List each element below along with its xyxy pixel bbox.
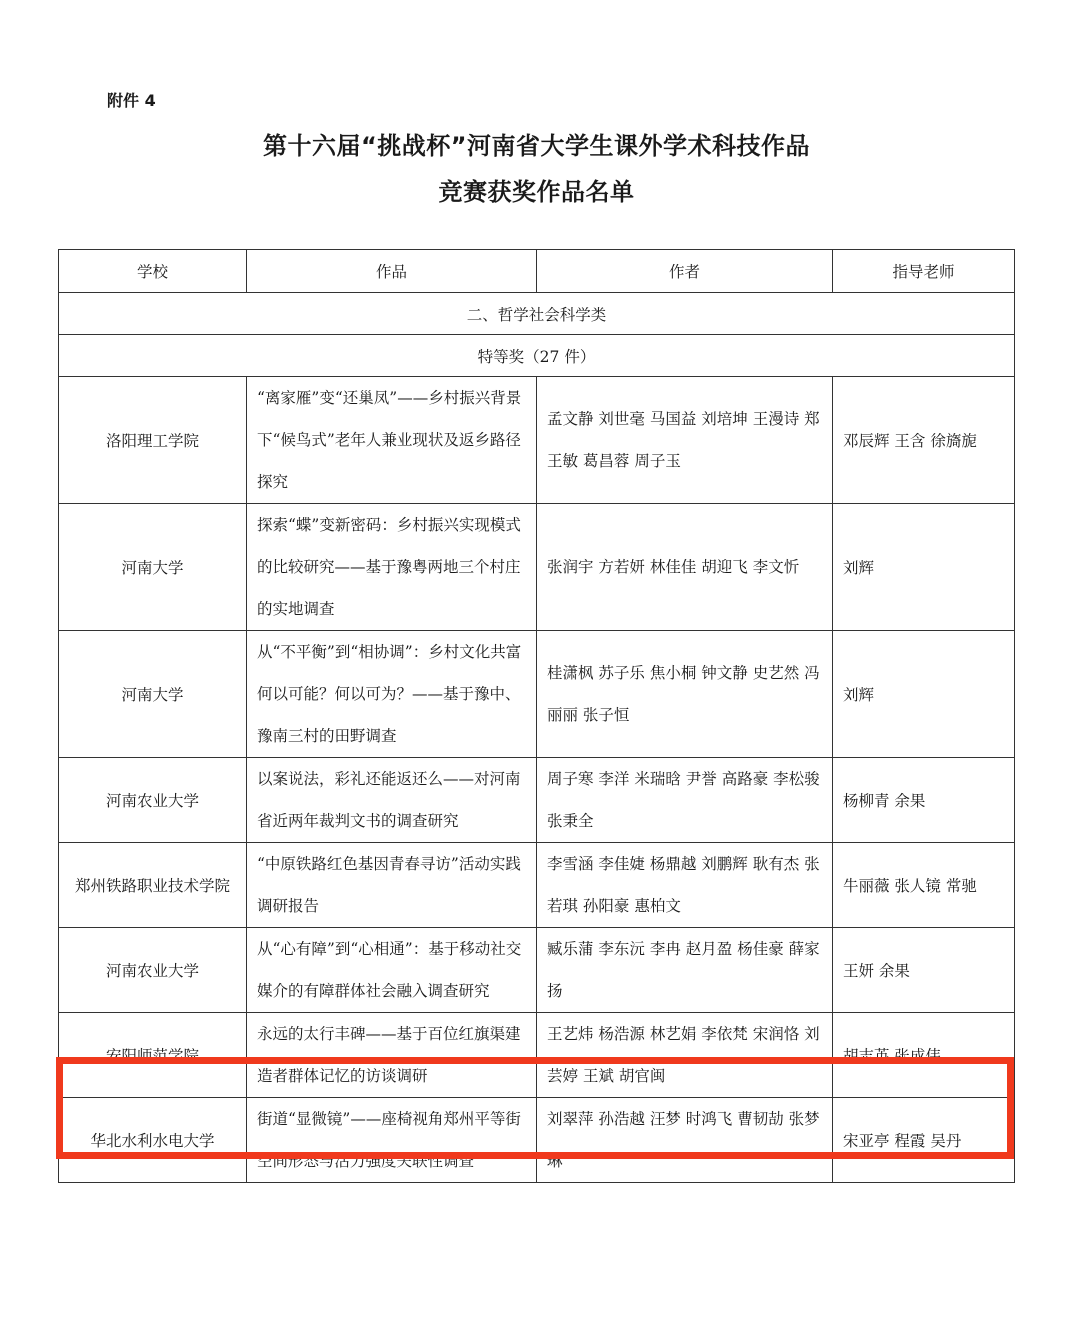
authors-cell: 王艺炜 杨浩源 林艺娟 李依梵 宋润恪 刘芸婷 王斌 胡官闽: [537, 1013, 833, 1098]
awards-table: [58, 249, 1015, 1183]
mentor-cell: 刘辉: [833, 631, 1015, 758]
table-header-row: [59, 250, 1015, 293]
school-cell: 河南大学: [59, 504, 247, 631]
school-cell: 安阳师范学院: [59, 1013, 247, 1098]
work-cell: 街道“显微镜”——座椅视角郑州平等街空间形态与活力强度关联性调查: [247, 1098, 537, 1183]
award-row: [59, 335, 1015, 377]
work-cell: 从“心有障”到“心相通”：基于移动社交媒介的有障群体社会融入调查研究: [247, 928, 537, 1013]
table-row: [59, 1098, 1015, 1183]
category-row: [59, 293, 1015, 335]
authors-cell: 张润宇 方若妍 林佳佳 胡迎飞 李文忻: [537, 504, 833, 631]
table-row: [59, 928, 1015, 1013]
award-label: 特等奖（27 件）: [59, 335, 1015, 377]
document-title: 第十六届“挑战杯”河南省大学生课外学术科技作品: [262, 132, 811, 160]
mentor-cell: 邓辰辉 王含 徐旖旎: [833, 377, 1015, 504]
attachment-label: 附件 4: [107, 91, 156, 110]
school-cell: 河南农业大学: [59, 928, 247, 1013]
mentor-cell: 牛丽薇 张人镜 常驰: [833, 843, 1015, 928]
school-cell: 洛阳理工学院: [59, 377, 247, 504]
mentor-cell: 胡志英 张成伟: [833, 1013, 1015, 1098]
authors-cell: 刘翠萍 孙浩越 汪梦 时鸿飞 曹韧劼 张梦琳: [537, 1098, 833, 1183]
header-work: 作品: [247, 250, 537, 293]
work-cell: 从“不平衡”到“相协调”：乡村文化共富何以可能？何以可为？——基于豫中、豫南三村的田野调查: [247, 631, 537, 758]
mentor-cell: 刘辉: [833, 504, 1015, 631]
document-subtitle: 竞赛获奖作品名单: [438, 178, 635, 206]
table-row: [59, 504, 1015, 631]
school-cell: 郑州铁路职业技术学院: [59, 843, 247, 928]
work-cell: 探索“蝶”变新密码：乡村振兴实现模式的比较研究——基于豫粤两地三个村庄的实地调查: [247, 504, 537, 631]
category-label: 二、哲学社会科学类: [59, 293, 1015, 335]
authors-cell: 李雪涵 李佳婕 杨鼎越 刘鹏辉 耿有杰 张若琪 孙阳豪 惠柏文: [537, 843, 833, 928]
authors-cell: 周子寒 李洋 米瑞晗 尹誉 高路豪 李松骏 张秉全: [537, 758, 833, 843]
table-row: [59, 631, 1015, 758]
work-cell: “离家雁”变“还巢凤”——乡村振兴背景下“候鸟式”老年人兼业现状及返乡路径探究: [247, 377, 537, 504]
school-cell: 河南农业大学: [59, 758, 247, 843]
authors-cell: 孟文静 刘世毫 马国益 刘培坤 王漫诗 郑王敏 葛昌蓉 周子玉: [537, 377, 833, 504]
school-cell: 华北水利水电大学: [59, 1098, 247, 1183]
school-cell: 河南大学: [59, 631, 247, 758]
work-cell: “中原铁路红色基因青春寻访”活动实践调研报告: [247, 843, 537, 928]
header-mentor: 指导老师: [833, 250, 1015, 293]
work-cell: 以案说法，彩礼还能返还么——对河南省近两年裁判文书的调查研究: [247, 758, 537, 843]
mentor-cell: 宋亚亭 程霞 吴丹: [833, 1098, 1015, 1183]
authors-cell: 桂潇枫 苏子乐 焦小桐 钟文静 史艺然 冯丽丽 张子恒: [537, 631, 833, 758]
table-row: [59, 843, 1015, 928]
mentor-cell: 王妍 余果: [833, 928, 1015, 1013]
table-row-highlighted: [59, 1013, 1015, 1098]
mentor-cell: 杨柳青 余果: [833, 758, 1015, 843]
header-authors: 作者: [537, 250, 833, 293]
work-cell: 永远的太行丰碑——基于百位红旗渠建造者群体记忆的访谈调研: [247, 1013, 537, 1098]
table-row: [59, 377, 1015, 504]
table-row: [59, 758, 1015, 843]
authors-cell: 臧乐蒲 李东沅 李冉 赵月盈 杨佳豪 薛家扬: [537, 928, 833, 1013]
header-school: 学校: [59, 250, 247, 293]
